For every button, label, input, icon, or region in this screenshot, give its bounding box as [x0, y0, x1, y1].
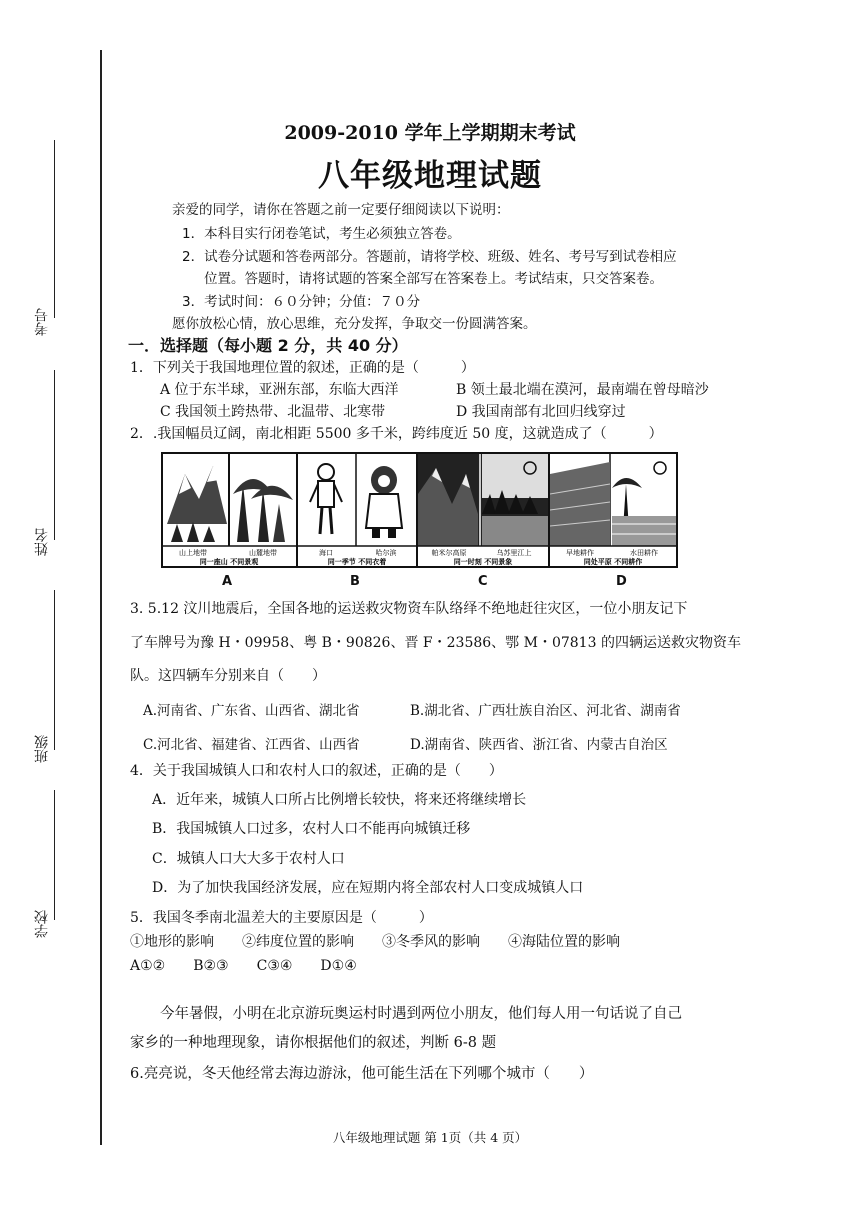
q2-letter-d: D [616, 574, 627, 589]
q3-line-2: 了车牌号为豫 H・09958、粤 B・90826、晋 F・23586、鄂 M・07813 的四辆运送救灾物资车 [130, 635, 741, 651]
q2-b-cap-left: 海口 [319, 549, 333, 557]
kaohao-label: 考号 [34, 308, 50, 336]
banji-blank[interactable] [54, 590, 55, 750]
q2-a-cap-left: 山上地带 [179, 549, 207, 557]
exam-title: 2009-2010 学年上学期期末考试 [284, 122, 576, 144]
q4-option-c: C．城镇人口大大多于农村人口 [152, 851, 345, 867]
q2-image-b [296, 452, 418, 568]
page-footer: 八年级地理试题 第 1页（共 4 页） [332, 1130, 528, 1145]
binding-line [100, 50, 102, 1145]
xuexiao-blank[interactable] [54, 790, 55, 920]
q2-image-a [161, 452, 298, 568]
intro-greeting: 亲爱的同学，请你在答题之前一定要仔细阅读以下说明： [172, 202, 510, 218]
q3-option-c: C.河北省、福建省、江西省、山西省 [143, 737, 360, 753]
q5-options: A①② B②③ C③④ D①④ [130, 958, 357, 974]
q4-option-a: A．近年来，城镇人口所占比例增长较快，将来还将继续增长 [152, 792, 527, 808]
xingming-label: 姓名 [34, 528, 50, 556]
q3-option-b: B.湖北省、广西壮族自治区、河北省、湖南省 [410, 703, 681, 719]
q2-image-d [548, 452, 678, 568]
q2-a-cap-main: 同一座山 不同景观 [199, 557, 259, 566]
q6-stem: 6.亮亮说，冬天他经常去海边游泳，他可能生活在下列哪个城市（ ） [130, 1066, 594, 1082]
xuexiao-label: 学校 [34, 910, 50, 938]
q1-option-b: B 领土最北端在漠河，最南端在曾母暗沙 [456, 382, 709, 398]
q2-c-cap-right: 乌苏里江上 [496, 549, 532, 557]
q2-letter-a: A [222, 574, 233, 589]
q2-stem: 2．.我国幅员辽阔，南北相距 5500 多千米，跨纬度近 50 度，这就造成了（ ） [130, 426, 663, 442]
passage-line-2: 家乡的一种地理现象，请你根据他们的叙述，判断 6-8 题 [130, 1035, 497, 1051]
q2-a-cap-right: 山麓地带 [249, 549, 277, 557]
q4-option-d: D．为了加快我国经济发展，应在短期内将全部农村人口变成城镇人口 [152, 880, 584, 896]
q4-option-b: B．我国城镇人口过多，农村人口不能再向城镇迁移 [152, 821, 471, 837]
intro-wish: 愿你放松心情，放心思维，充分发挥，争取交一份圆满答案。 [172, 316, 537, 332]
q2-d-cap-right: 水田耕作 [630, 549, 658, 557]
q2-b-cap-main: 同一季节 不同衣着 [327, 557, 387, 566]
q3-option-a: A.河南省、广东省、山西省、湖北省 [143, 703, 360, 719]
q1-option-d: D 我国南部有北回归线穿过 [456, 404, 626, 420]
passage-line-1: 今年暑假，小明在北京游玩奥运村时遇到两位小朋友，他们每人用一句话说了自己 [160, 1006, 682, 1022]
landscape-time-icon [418, 454, 548, 566]
q2-d-cap-main: 同处平原 不同耕作 [583, 557, 643, 566]
q2-image-c [416, 452, 550, 568]
paper-title: 八年级地理试题 [318, 158, 542, 194]
q2-c-cap-main: 同一时刻 不同景象 [453, 557, 513, 566]
mountain-scene-icon [163, 454, 296, 566]
intro-item-3: 3．考试时间：６０分钟；分值：７０分 [182, 294, 421, 310]
intro-item-2-cont: 位置。答题时，请将试题的答案全部写在答案卷上。考试结束，只交答案卷。 [204, 271, 663, 287]
intro-item-1: 1．本科目实行闭卷笔试，考生必须独立答卷。 [182, 226, 461, 242]
q3-line-1: 3. 5.12 汶川地震后，全国各地的运送救灾物资车队络绎不绝地赶往灾区，一位小朋友记下 [130, 601, 688, 617]
q2-b-cap-right: 哈尔滨 [375, 549, 397, 557]
q4-stem: 4．关于我国城镇人口和农村人口的叙述，正确的是（ ） [130, 763, 503, 779]
clothing-scene-icon [298, 454, 416, 566]
farming-scene-icon [550, 454, 676, 566]
q2-letter-b: B [350, 574, 360, 589]
q5-stem: 5．我国冬季南北温差大的主要原因是（ ） [130, 910, 433, 926]
intro-item-2: 2．试卷分试题和答卷两部分。答题前，请将学校、班级、姓名、考号写到试卷相应 [182, 249, 677, 265]
q5-factors: ①地形的影响 ②纬度位置的影响 ③冬季风的影响 ④海陆位置的影响 [130, 934, 620, 950]
q1-option-a: A 位于东半球，亚洲东部，东临大西洋 [160, 382, 399, 398]
banji-label: 班级 [34, 735, 50, 763]
q3-option-d: D.湖南省、陕西省、浙江省、内蒙古自治区 [410, 737, 668, 753]
section-heading: 一．选择题（每小题 2 分，共 40 分） [128, 336, 408, 355]
q2-letter-c: C [478, 574, 488, 589]
q2-d-cap-left: 早地耕作 [566, 549, 594, 557]
q1-stem: 1．下列关于我国地理位置的叙述，正确的是（ ） [130, 360, 475, 376]
xingming-blank[interactable] [54, 370, 55, 540]
q3-line-3: 队。这四辆车分别来自（ ） [130, 668, 326, 684]
q2-c-cap-left: 帕米尔高原 [431, 549, 467, 557]
q1-option-c: C 我国领土跨热带、北温带、北寒带 [160, 404, 386, 420]
